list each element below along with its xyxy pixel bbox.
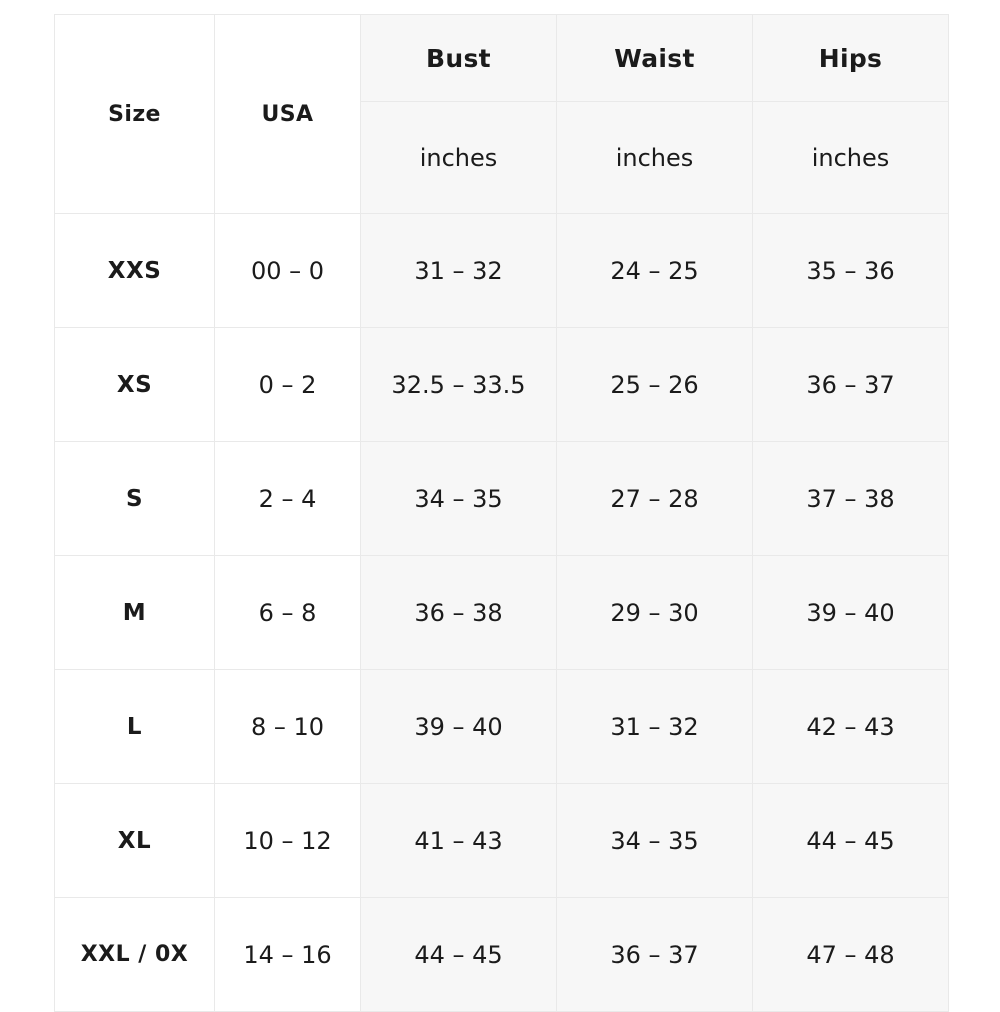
cell-usa: 8 – 10 bbox=[215, 670, 361, 784]
cell-waist: 24 – 25 bbox=[557, 214, 753, 328]
cell-bust: 31 – 32 bbox=[361, 214, 557, 328]
cell-waist: 25 – 26 bbox=[557, 328, 753, 442]
table-row bbox=[55, 442, 949, 556]
cell-hips: 44 – 45 bbox=[753, 784, 949, 898]
cell-hips: 37 – 38 bbox=[753, 442, 949, 556]
cell-size: XS bbox=[55, 328, 215, 442]
cell-hips: 35 – 36 bbox=[753, 214, 949, 328]
cell-bust: 36 – 38 bbox=[361, 556, 557, 670]
cell-hips: 39 – 40 bbox=[753, 556, 949, 670]
cell-hips: 36 – 37 bbox=[753, 328, 949, 442]
cell-size: S bbox=[55, 442, 215, 556]
cell-bust: 34 – 35 bbox=[361, 442, 557, 556]
cell-usa: 00 – 0 bbox=[215, 214, 361, 328]
cell-bust: 41 – 43 bbox=[361, 784, 557, 898]
table-row bbox=[55, 898, 949, 1012]
table-row bbox=[55, 328, 949, 442]
size-chart-table bbox=[54, 14, 949, 1012]
cell-waist: 31 – 32 bbox=[557, 670, 753, 784]
cell-waist: 34 – 35 bbox=[557, 784, 753, 898]
cell-usa: 2 – 4 bbox=[215, 442, 361, 556]
column-header-waist: Waist bbox=[557, 15, 753, 102]
unit-header-bust: inches bbox=[361, 102, 557, 214]
column-header-size: Size bbox=[55, 15, 215, 214]
cell-bust: 39 – 40 bbox=[361, 670, 557, 784]
cell-hips: 47 – 48 bbox=[753, 898, 949, 1012]
cell-bust: 32.5 – 33.5 bbox=[361, 328, 557, 442]
cell-size: XXS bbox=[55, 214, 215, 328]
table-body bbox=[55, 214, 949, 1012]
table-header bbox=[55, 15, 949, 214]
column-header-hips: Hips bbox=[753, 15, 949, 102]
table-row bbox=[55, 214, 949, 328]
cell-usa: 0 – 2 bbox=[215, 328, 361, 442]
column-header-usa: USA bbox=[215, 15, 361, 214]
column-header-bust: Bust bbox=[361, 15, 557, 102]
cell-size: L bbox=[55, 670, 215, 784]
table-row bbox=[55, 784, 949, 898]
cell-waist: 36 – 37 bbox=[557, 898, 753, 1012]
unit-header-waist: inches bbox=[557, 102, 753, 214]
cell-size: XXL / 0X bbox=[55, 898, 215, 1012]
cell-waist: 29 – 30 bbox=[557, 556, 753, 670]
cell-usa: 6 – 8 bbox=[215, 556, 361, 670]
cell-bust: 44 – 45 bbox=[361, 898, 557, 1012]
table-row bbox=[55, 670, 949, 784]
unit-header-hips: inches bbox=[753, 102, 949, 214]
cell-size: XL bbox=[55, 784, 215, 898]
cell-hips: 42 – 43 bbox=[753, 670, 949, 784]
header-row-measurements bbox=[55, 15, 949, 102]
cell-waist: 27 – 28 bbox=[557, 442, 753, 556]
cell-usa: 14 – 16 bbox=[215, 898, 361, 1012]
cell-size: M bbox=[55, 556, 215, 670]
cell-usa: 10 – 12 bbox=[215, 784, 361, 898]
table-row bbox=[55, 556, 949, 670]
